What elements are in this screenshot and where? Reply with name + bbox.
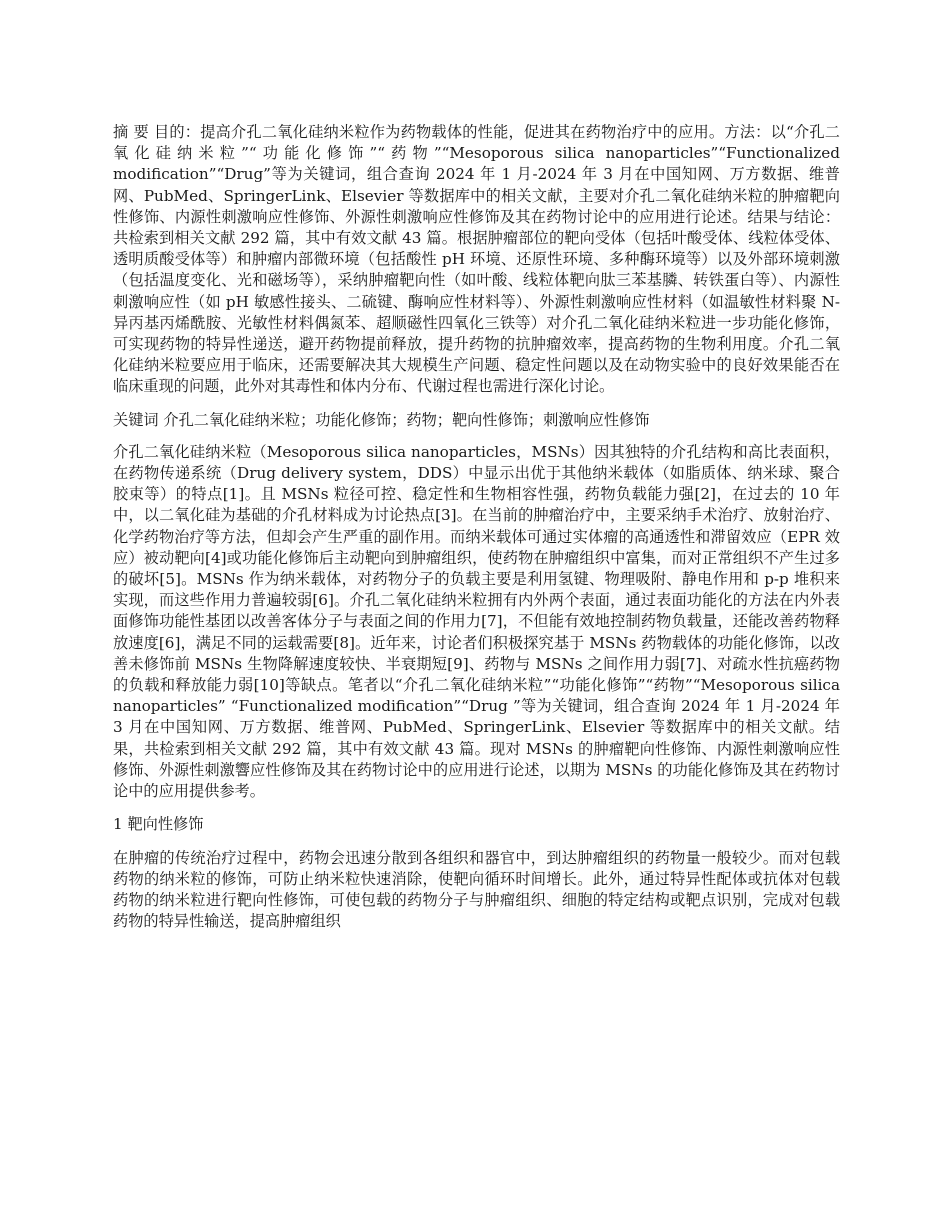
abstract-paragraph: 摘 要 目的：提高介孔二氧化硅纳米粒作为药物载体的性能，促进其在药物治疗中的应用。方法：以“介孔二氧化硅纳米粒”“功能化修饰”“药物”“Mesoporous silica nanoparticles”“Functionalized modification”“Drug”等为关键词，组合查询 2024 年 1 月-2024 年 3 月在中国知网、万方数据、维普网、PubMed、SpringerLink、Elsevier 等数据库中的相关文献，主要对介孔二氧化硅纳米粒的肿瘤靶向性修饰、内源性刺激响应性修饰、外源性刺激响应性修饰及其在药物讨论中的应用进行论述。结果与结论：共检索到相关文献 292 篇，其中有效文献 43 篇。根据肿瘤部位的靶向受体（包括叶酸受体、线粒体受体、透明质酸受体等）和肿瘤内部微环境（包括酸性 pH 环境、还原性环境、多种酶环境等）以及外部环境刺激（包括温度变化、光和磁场等），采纳肿瘤靶向性（如叶酸、线粒体靶向肽三苯基膦、转铁蛋白等）、内源性刺激响应性（如 pH 敏感性接头、二硫键、酶响应性材料等）、外源性刺激响应性材料（如温敏性材料聚 N-异丙基丙烯酰胺、光敏性材料偶氮苯、超顺磁性四氧化三铁等）对介孔二氧化硅纳米粒进一步功能化修饰，可实现药物的特异性递送，避开药物提前释放，提升药物的抗肿瘤效率，提高药物的生物利用度。介孔二氧化硅纳米粒要应用于临床，还需要解决其大规模生产问题、稳定性问题以及在动物实验中的良好效果能否在临床重现的问题，此外对其毒性和体内分布、代谢过程也需进行深化讨论。	[113, 123, 840, 396]
section-heading: 1 靶向性修饰	[113, 815, 204, 834]
intro-paragraph: 介孔二氧化硅纳米粒（Mesoporous silica nanoparticles，MSNs）因其独特的介孔结构和高比表面积，在药物传递系统（Drug delivery system，DDS）中显示出优于其他纳米载体（如脂质体、纳米球、聚合胶束等）的特点[1]。且 MSNs 粒径可控、稳定性和生物相容性强，药物负载能力强[2]，在过去的 10 年中，以二氧化硅为基础的介孔材料成为讨论热点[3]。在当前的肿瘤治疗中，主要采纳手术治疗、放射治疗、化学药物治疗等方法，但却会产生严重的副作用。而纳米载体可通过实体瘤的高通透性和滞留效应（EPR 效应）被动靶向[4]或功能化修饰后主动靶向到肿瘤组织，使药物在肿瘤组织中富集，而对正常组织不产生过多的破坏[5]。MSNs 作为纳米载体，对药物分子的负载主要是利用氢键、物理吸附、静电作用和 p-p 堆积来实现，而这些作用力普遍较弱[6]。介孔二氧化硅纳米粒拥有内外两个表面，通过表面功能化的方法在内外表面修饰功能性基团以改善客体分子与表面之间的作用力[7]，不但能有效地控制药物负载量，还能改善药物释放速度[6]，满足不同的运载需要[8]。近年来，讨论者们积极探究基于 MSNs 药物载体的功能化修饰，以改善未修饰前 MSNs 生物降解速度较快、半衰期短[9]、药物与 MSNs 之间作用力弱[7]、对疏水性抗癌药物的负载和释放能力弱[10]等缺点。笔者以“介孔二氧化硅纳米粒”“功能化修饰”“药物”“Mesoporous silica nanoparticles” “Functionalized modification”“Drug ”等为关键词，组合查询 2024 年 1 月-2024 年 3 月在中国知网、万方数据、维普网、PubMed、SpringerLink、Elsevier 等数据库中的相关文献。结果，共检索到相关文献 292 篇，其中有效文献 43 篇。现对 MSNs 的肿瘤靶向性修饰、内源性刺激响应性修饰、外源性刺激響应性修饰及其在药物讨论中的应用进行论述，以期为 MSNs 的功能化修饰及其在药物讨论中的应用提供参考。	[113, 442, 840, 801]
keywords-line: 关键词 介孔二氧化硅纳米粒；功能化修饰；药物；靶向性修饰；刺激响应性修饰	[113, 410, 650, 429]
section-body-paragraph: 在肿瘤的传统治疗过程中，药物会迅速分散到各组织和器官中，到达肿瘤组织的药物量一般较少。而对包载药物的纳米粒的修饰，可防止纳米粒快速消除，使靶向循环时间增长。此外，通过特异性配体或抗体对包载药物的纳米粒进行靶向性修饰，可使包载的药物分子与肿瘤组织、细胞的特定结构或靶点识别，完成对包载药物的特异性输送，提高肿瘤组织	[113, 848, 840, 931]
document-page	[113, 122, 840, 944]
